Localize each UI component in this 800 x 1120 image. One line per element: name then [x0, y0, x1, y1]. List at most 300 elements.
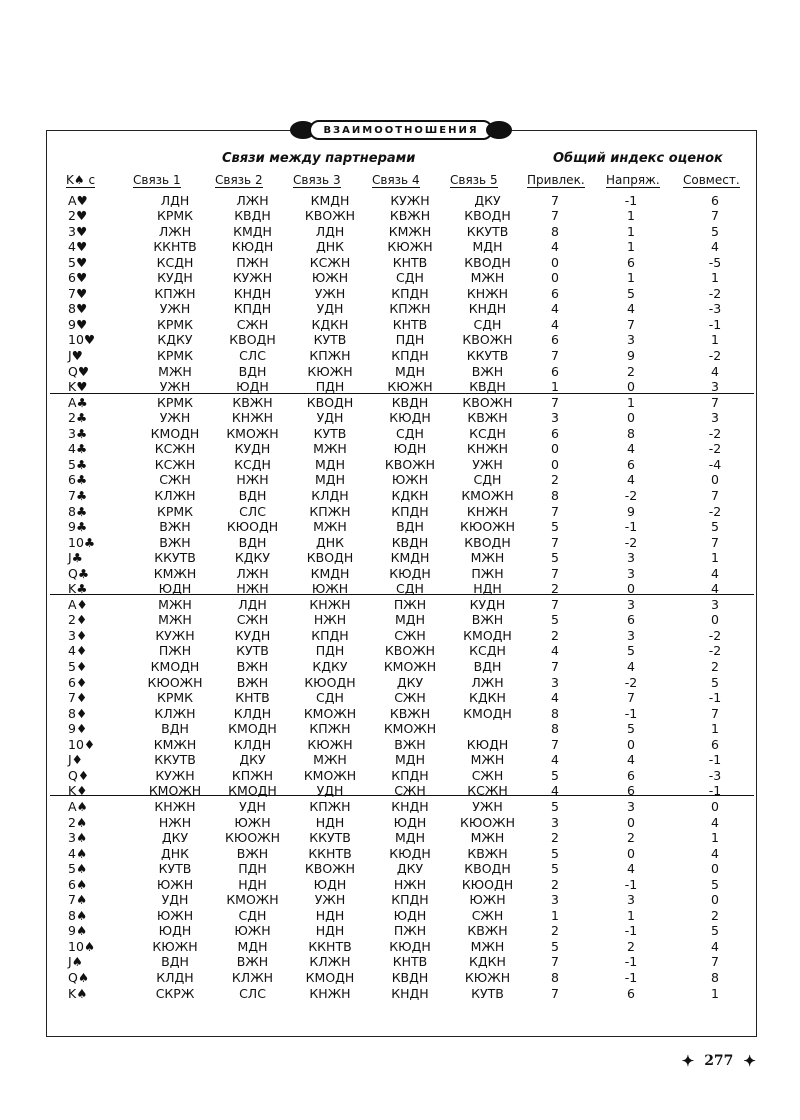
link-2: ВДН	[238, 534, 267, 550]
link-3: ДНК	[315, 534, 345, 550]
card-label: 3♥	[68, 223, 88, 239]
table-row	[60, 472, 750, 488]
card-label: 2♠	[68, 814, 88, 830]
attraction-score: 6	[551, 332, 559, 348]
link-2: КУТВ	[236, 643, 269, 659]
link-5: МЖН	[470, 270, 505, 286]
link-5: МЖН	[470, 830, 505, 846]
link-2: КМОЖН	[226, 425, 279, 441]
attraction-score: 7	[551, 954, 559, 970]
compatibility-score: 4	[711, 814, 719, 830]
link-1: КЛЖН	[154, 705, 196, 721]
link-1: ЛДН	[160, 192, 190, 208]
compatibility-score: 4	[711, 565, 719, 581]
compatibility-score: 3	[711, 410, 719, 426]
link-1: КМЖН	[153, 565, 197, 581]
link-5: ДКУ	[474, 192, 501, 208]
link-5: МЖН	[470, 752, 505, 768]
link-5: СЖН	[471, 767, 504, 783]
page-number: 277	[704, 1053, 734, 1069]
link-1: ВЖН	[159, 534, 191, 550]
card-label: 5♣	[68, 456, 88, 472]
card-label: 10♦	[68, 736, 96, 752]
table-row	[60, 193, 750, 209]
link-4: КМДН	[390, 550, 430, 566]
compatibility-score: 5	[711, 519, 719, 535]
col-header-link1: Связь 1	[133, 173, 181, 187]
link-4: КНТВ	[392, 316, 428, 332]
compatibility-score: 1	[711, 985, 719, 1001]
link-2: КУДН	[234, 441, 271, 457]
link-5: КУТВ	[471, 985, 504, 1001]
link-5: КНЖН	[466, 285, 509, 301]
attraction-score: 6	[551, 425, 559, 441]
link-3: СДН	[316, 690, 344, 706]
link-5: КВОДН	[464, 861, 511, 877]
col-header-tension: Напряж.	[606, 173, 660, 187]
link-3: ЛДН	[315, 223, 345, 239]
link-1: ККУТВ	[154, 752, 196, 768]
link-1: ЮДН	[158, 923, 192, 939]
tension-score: 4	[627, 301, 635, 317]
link-3: КМОЖН	[303, 767, 357, 783]
link-2: НЖН	[236, 472, 269, 488]
tension-score: 0	[627, 736, 635, 752]
card-label: K♥	[68, 379, 88, 395]
compatibility-score: -1	[708, 752, 722, 768]
card-label: 4♦	[68, 643, 88, 659]
link-4: СЖН	[394, 783, 426, 799]
table-row	[60, 239, 750, 255]
link-1: СКРЖ	[155, 985, 195, 1001]
compatibility-score: 5	[711, 923, 719, 939]
card-label: 2♥	[68, 208, 88, 224]
compatibility-score: -1	[708, 690, 722, 706]
link-1: КУДН	[157, 270, 193, 286]
link-2: ДКУ	[239, 752, 266, 768]
tension-score: -1	[624, 954, 638, 970]
link-3: КМДН	[310, 192, 350, 208]
card-label: 4♠	[68, 845, 88, 861]
table-row	[60, 675, 750, 691]
card-label: A♣	[68, 394, 88, 410]
attraction-score: 5	[551, 938, 559, 954]
compatibility-score: 1	[711, 332, 719, 348]
attraction-score: 8	[551, 721, 559, 737]
table-row	[60, 597, 750, 613]
link-5: КСДН	[469, 643, 506, 659]
compatibility-score: 7	[711, 394, 719, 410]
link-4: КЮЖН	[387, 239, 433, 255]
link-5: КМОЖН	[461, 487, 514, 503]
tension-score: -1	[624, 876, 638, 892]
link-4: КПДН	[391, 892, 429, 908]
link-4: КЮЖН	[387, 379, 433, 395]
attraction-score: 2	[551, 627, 559, 643]
link-5: КЮОЖН	[459, 519, 516, 535]
attraction-score: 0	[551, 270, 559, 286]
card-label: 7♣	[68, 487, 88, 503]
link-2: НДН	[238, 876, 267, 892]
compatibility-score: -2	[708, 348, 722, 363]
tension-score: 3	[627, 627, 635, 643]
link-1: КСЖН	[154, 456, 196, 472]
card-label: 8♦	[68, 705, 88, 721]
link-1: ККНТВ	[153, 239, 197, 255]
attraction-score: 7	[551, 394, 559, 410]
link-4: КПДН	[391, 503, 429, 519]
table-row	[60, 877, 750, 893]
link-5: КСЖН	[467, 783, 508, 799]
link-4: КВДН	[391, 970, 429, 985]
link-4: КПЖН	[389, 301, 431, 317]
table-row	[60, 752, 750, 768]
link-1: КМЖН	[153, 736, 197, 752]
compatibility-score: 5	[711, 223, 719, 239]
link-2: ВДН	[238, 487, 267, 503]
tension-score: 1	[627, 223, 635, 239]
suit-separator	[50, 594, 754, 595]
link-2: КПДН	[233, 301, 272, 317]
attraction-score: 7	[551, 192, 559, 208]
card-label: 9♥	[68, 316, 88, 332]
attraction-score: 7	[551, 985, 559, 1001]
table-row	[60, 395, 750, 411]
link-5: КНДН	[468, 301, 507, 317]
link-3: КВОДН	[306, 550, 354, 566]
link-4: ПЖН	[393, 596, 427, 612]
link-4: КВОЖН	[384, 456, 436, 472]
link-4: КЮДН	[389, 410, 431, 426]
link-2: ВЖН	[236, 659, 269, 674]
tension-score: 4	[627, 659, 635, 674]
tension-score: 5	[627, 643, 635, 659]
link-3: ЮЖН	[311, 581, 349, 597]
link-4: МДН	[395, 363, 425, 379]
tension-score: 3	[627, 332, 635, 348]
attraction-score: 3	[551, 892, 559, 908]
compatibility-score: 7	[711, 487, 719, 503]
attraction-score: 0	[551, 254, 559, 270]
attraction-score: 8	[551, 970, 559, 985]
attraction-score: 0	[551, 441, 559, 457]
link-4: КМОЖН	[383, 721, 437, 737]
compatibility-score: 7	[711, 534, 719, 550]
link-4: КЮДН	[389, 938, 431, 954]
link-2: КУДН	[234, 627, 271, 643]
table-row	[60, 270, 750, 286]
link-4: КВЖН	[389, 208, 431, 224]
attraction-score: 5	[551, 612, 559, 628]
link-4: СДН	[396, 425, 424, 441]
card-label: J♥	[68, 348, 83, 363]
link-5: КВОДН	[464, 208, 511, 224]
attraction-score: 6	[551, 285, 559, 301]
link-2: КСДН	[234, 456, 271, 472]
link-3: КПЖН	[309, 721, 351, 737]
link-1: КРМК	[156, 348, 194, 363]
tension-score: 7	[627, 316, 635, 332]
col-header-link3: Связь 3	[293, 173, 341, 187]
link-4: КВДН	[391, 394, 429, 410]
link-4: ЮДН	[393, 441, 427, 457]
link-1: ВДН	[161, 954, 189, 970]
tension-score: 9	[627, 348, 635, 363]
footer-diamond-icon: ✦	[743, 1052, 756, 1070]
link-5: КНЖН	[466, 503, 509, 519]
link-3: МЖН	[313, 441, 347, 457]
link-5: КНЖН	[466, 441, 509, 457]
link-3: КПЖН	[309, 503, 351, 519]
link-2: СДН	[238, 907, 267, 923]
card-label: 3♣	[68, 425, 88, 441]
compatibility-score: 3	[711, 596, 719, 612]
link-5: КЮЖН	[464, 970, 511, 985]
link-4: КВЖН	[389, 705, 431, 721]
link-5: КВДН	[469, 379, 506, 395]
attraction-score: 7	[551, 736, 559, 752]
link-4: СЖН	[394, 690, 426, 706]
link-2: СЖН	[236, 612, 269, 628]
link-1: МЖН	[158, 596, 192, 612]
card-label: 9♠	[68, 923, 88, 939]
link-1: ККУТВ	[154, 550, 196, 566]
link-5: ККУТВ	[466, 348, 509, 363]
attraction-score: 5	[551, 798, 559, 814]
table-row	[60, 301, 750, 317]
link-3: УДН	[316, 783, 344, 799]
card-label: Q♠	[68, 970, 90, 985]
attraction-score: 3	[551, 814, 559, 830]
link-1: УЖН	[159, 379, 191, 395]
attraction-score: 2	[551, 830, 559, 846]
compatibility-score: 8	[711, 970, 719, 985]
table-row	[60, 550, 750, 566]
link-5: КДКН	[469, 690, 506, 706]
tension-score: 6	[627, 254, 635, 270]
attraction-score: 7	[551, 208, 559, 224]
compatibility-score: -3	[708, 301, 722, 317]
attraction-score: 8	[551, 705, 559, 721]
link-3: КНЖН	[309, 985, 351, 1001]
link-1: КНЖН	[154, 798, 196, 814]
link-1: УЖН	[159, 410, 191, 426]
link-5: КВЖН	[467, 845, 508, 861]
card-label: 4♥	[68, 239, 88, 255]
tension-score: -1	[624, 192, 638, 208]
attraction-score: 3	[551, 674, 559, 690]
attraction-score: 5	[551, 861, 559, 877]
link-4: КНТВ	[392, 954, 428, 970]
link-1: ВДН	[161, 721, 189, 737]
card-label: J♣	[68, 550, 83, 566]
card-label: A♥	[68, 192, 88, 208]
link-5: УЖН	[472, 456, 503, 472]
link-2: КЮОЖН	[224, 830, 281, 846]
link-1: КДКУ	[157, 332, 193, 348]
link-4: ЮЖН	[391, 472, 429, 488]
link-4: КНДН	[391, 798, 429, 814]
link-4: МДН	[395, 612, 425, 628]
card-label: 7♦	[68, 690, 88, 706]
link-1: КСЖН	[154, 441, 196, 457]
link-1: КМОЖН	[148, 783, 202, 799]
link-1: УДН	[161, 892, 189, 908]
tension-score: 1	[627, 394, 635, 410]
link-2: КМОДН	[228, 721, 277, 737]
table-row	[60, 939, 750, 955]
table-row	[60, 348, 750, 364]
link-3: КНЖН	[309, 596, 351, 612]
attraction-score: 1	[551, 907, 559, 923]
link-3: КЮЖН	[307, 736, 353, 752]
compatibility-score: 4	[711, 845, 719, 861]
link-2: ПДН	[238, 861, 267, 877]
link-2: СЖН	[236, 316, 269, 332]
link-2: КВОДН	[229, 332, 276, 348]
table-row	[60, 535, 750, 551]
table-row	[60, 488, 750, 504]
link-1: ЮЖН	[156, 876, 194, 892]
compatibility-score: -4	[708, 456, 722, 472]
score-group-header: Общий индекс оценок	[553, 151, 723, 166]
tension-score: 6	[627, 783, 635, 799]
link-3: УДН	[316, 410, 344, 426]
link-3: УЖН	[314, 892, 346, 908]
link-1: ДКУ	[161, 830, 189, 846]
attraction-score: 7	[551, 565, 559, 581]
table-row	[60, 690, 750, 706]
link-1: КРМК	[156, 316, 194, 332]
table-row	[60, 286, 750, 302]
link-5: КЮОЖН	[459, 814, 516, 830]
compatibility-score: 2	[711, 907, 719, 923]
link-4: КВДН	[391, 534, 429, 550]
link-2: КУЖН	[232, 270, 273, 286]
tension-score: 9	[627, 503, 635, 519]
card-label: 9♦	[68, 721, 88, 737]
table-row	[60, 457, 750, 473]
link-4: ВДН	[396, 519, 424, 535]
tension-score: 6	[627, 456, 635, 472]
table-row	[60, 612, 750, 628]
card-label: Q♥	[68, 363, 90, 379]
attraction-score: 4	[551, 301, 559, 317]
link-2: ВДН	[238, 363, 267, 379]
attraction-score: 5	[551, 845, 559, 861]
compatibility-score: 7	[711, 705, 719, 721]
col-header-link4: Связь 4	[372, 173, 420, 187]
attraction-score: 3	[551, 410, 559, 426]
link-2: ЛЖН	[236, 565, 269, 581]
tension-score: 4	[627, 752, 635, 768]
attraction-score: 5	[551, 550, 559, 566]
link-3: КСЖН	[309, 254, 351, 270]
link-4: НЖН	[393, 876, 427, 892]
link-2: КМОЖН	[226, 892, 279, 908]
link-3: КВОЖН	[304, 208, 356, 224]
link-3: ДНК	[315, 239, 345, 255]
link-3: КМОДН	[305, 970, 355, 985]
link-2: ЮДН	[236, 379, 269, 395]
link-1: КРМК	[156, 208, 194, 224]
attraction-score: 6	[551, 363, 559, 379]
compatibility-score: -3	[708, 767, 722, 783]
link-4: МДН	[395, 830, 425, 846]
compatibility-score: -2	[708, 425, 722, 441]
link-2: КМДН	[233, 223, 272, 239]
link-2: ЛДН	[238, 596, 267, 612]
link-5: СДН	[473, 316, 502, 332]
link-2: КЮДН	[231, 239, 274, 255]
link-1: КЛЖН	[154, 487, 196, 503]
table-row	[60, 830, 750, 846]
link-4: МДН	[395, 752, 425, 768]
table-row	[60, 255, 750, 271]
link-3: МДН	[315, 456, 345, 472]
table-row	[60, 317, 750, 333]
tension-score: 0	[627, 410, 635, 426]
tension-score: 0	[627, 379, 635, 395]
table-row	[60, 721, 750, 737]
link-1: ЮЖН	[156, 907, 194, 923]
attraction-score: 2	[551, 876, 559, 892]
attraction-score: 5	[551, 767, 559, 783]
link-3: КПЖН	[309, 798, 351, 814]
link-2: ЮЖН	[234, 923, 271, 939]
tension-score: -1	[624, 923, 638, 939]
link-2: ВЖН	[236, 954, 269, 970]
link-5: СДН	[473, 472, 502, 488]
link-5: КВЖН	[467, 923, 508, 939]
card-label: 10♣	[68, 534, 96, 550]
attraction-score: 0	[551, 456, 559, 472]
compatibility-score: -1	[708, 316, 722, 332]
card-label: 5♥	[68, 254, 88, 270]
link-3: КЛЖН	[309, 954, 351, 970]
card-label: 6♦	[68, 674, 88, 690]
tension-score: 3	[627, 798, 635, 814]
card-label: 10♠	[68, 938, 96, 954]
card-label: 8♠	[68, 907, 88, 923]
link-5: КУДН	[469, 596, 506, 612]
link-3: НЖН	[313, 612, 347, 628]
attraction-score: 8	[551, 223, 559, 239]
link-4: КДКН	[391, 487, 429, 503]
link-2: ПЖН	[236, 254, 269, 270]
compatibility-score: 2	[711, 659, 719, 674]
link-5: НДН	[473, 581, 502, 597]
link-5: КЮДН	[466, 736, 509, 752]
compatibility-score: 1	[711, 550, 719, 566]
link-2: ЛЖН	[236, 192, 269, 208]
link-4: КУЖН	[390, 192, 430, 208]
card-label: 6♣	[68, 472, 88, 488]
link-3: МЖН	[313, 752, 347, 768]
table-row	[60, 986, 750, 1002]
tension-score: -2	[624, 487, 638, 503]
section-banner	[290, 119, 512, 141]
link-2: КНТВ	[235, 690, 270, 706]
link-1: КПЖН	[154, 285, 196, 301]
card-label: A♦	[68, 596, 88, 612]
table-row	[60, 737, 750, 753]
table-row	[60, 706, 750, 722]
link-2: ВЖН	[236, 845, 269, 861]
table-row	[60, 364, 750, 380]
link-3: КМОЖН	[303, 705, 357, 721]
link-3: КЮЖН	[307, 363, 353, 379]
